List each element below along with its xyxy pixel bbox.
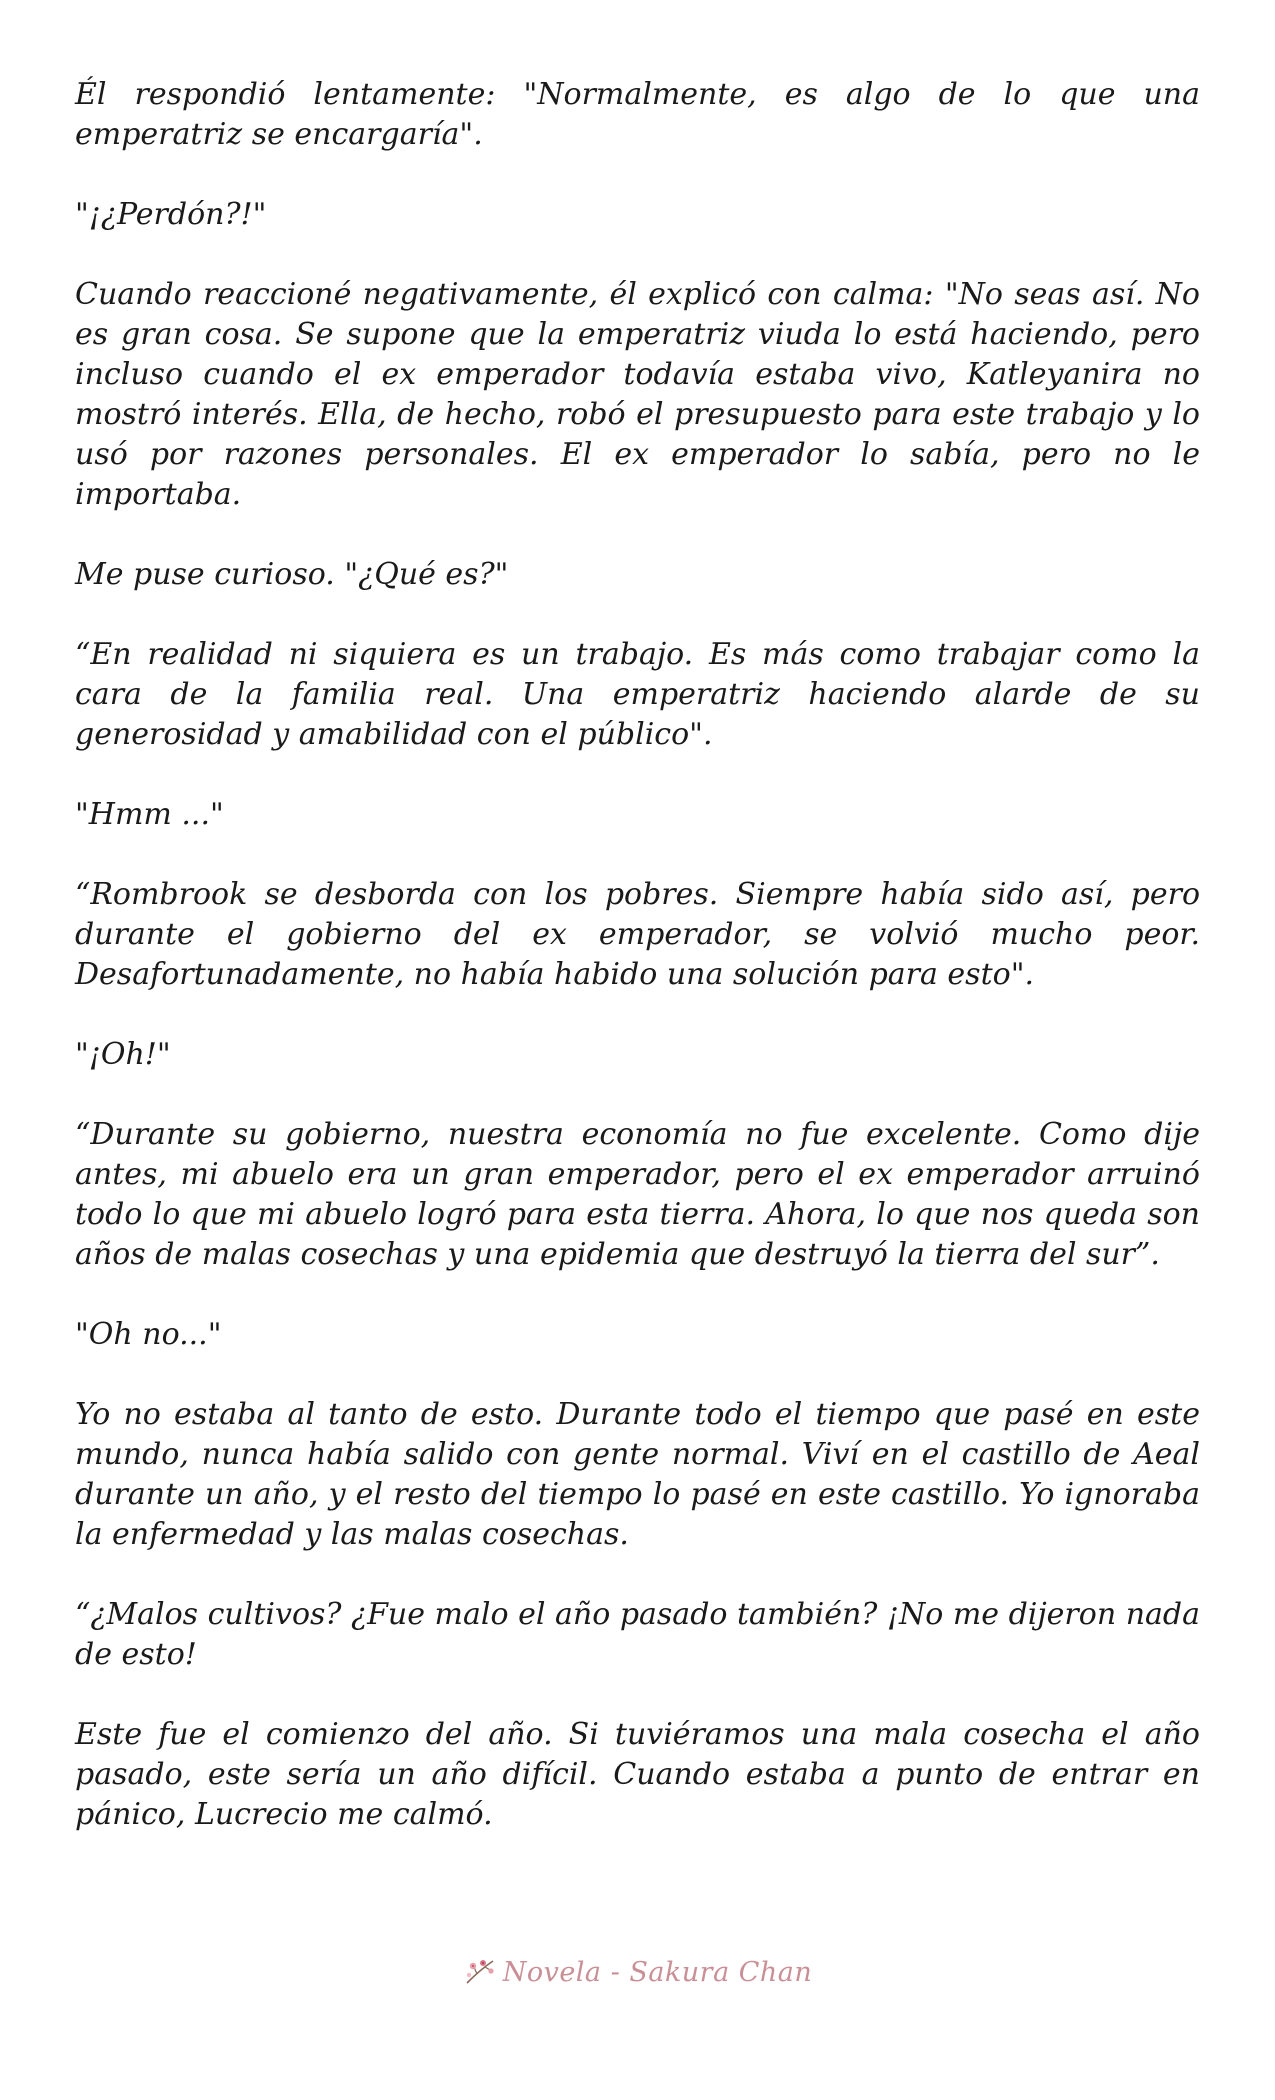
sakura-blossom-icon <box>463 1955 497 1989</box>
paragraph: "¡¿Perdón?!" <box>75 197 267 232</box>
paragraph: “En realidad ni siquiera es un trabajo. Es más como trabajar como la cara de la familia real. Una emperatriz haciendo alarde de su generosidad y amabilidad con el público". <box>75 637 1200 752</box>
paragraph: "¡Oh!" <box>75 1037 171 1072</box>
paragraph: "Oh no..." <box>75 1317 222 1352</box>
paragraph: "Hmm ..." <box>75 797 224 832</box>
footer-text: Novela - Sakura Chan <box>502 1956 813 1988</box>
paragraph: Yo no estaba al tanto de esto. Durante todo el tiempo que pasé en este mundo, nunca había salido con gente normal. Viví en el castillo de Aeal durante un año, y el resto del tiempo lo pasé en este castillo. Yo ignoraba la enfermedad y las malas cosechas. <box>75 1397 1200 1552</box>
paragraph: “Durante su gobierno, nuestra economía no fue excelente. Como dije antes, mi abuelo era un gran emperador, pero el ex emperador arruinó todo lo que mi abuelo logró para esta tierra. Ahora, lo que nos queda son años de malas cosechas y una epidemia que destruyó la tierra del sur”. <box>75 1117 1200 1272</box>
paragraph: “¿Malos cultivos? ¿Fue malo el año pasado también? ¡No me dijeron nada de esto! <box>75 1597 1200 1672</box>
footer-watermark <box>0 1955 1275 1989</box>
paragraph: Este fue el comienzo del año. Si tuviéramos una mala cosecha el año pasado, este sería un año difícil. Cuando estaba a punto de entrar en pánico, Lucrecio me calmó. <box>75 1717 1200 1832</box>
paragraph: Él respondió lentamente: "Normalmente, es algo de lo que una emperatriz se encargaría". <box>75 77 1200 152</box>
paragraph: Cuando reaccioné negativamente, él explicó con calma: "No seas así. No es gran cosa. Se supone que la emperatriz viuda lo está haciendo, pero incluso cuando el ex emperador todavía estaba vivo, Katleyanira no mostró interés. Ella, de hecho, robó el presupuesto para este trabajo y lo usó por razones personales. El ex emperador lo sabía, pero no le importaba. <box>75 277 1200 512</box>
paragraph: “Rombrook se desborda con los pobres. Siempre había sido así, pero durante el gobierno del ex emperador, se volvió mucho peor. Desafortunadamente, no había habido una solución para esto". <box>75 877 1200 992</box>
paragraph: Me puse curioso. "¿Qué es?" <box>75 557 509 592</box>
document-body <box>75 75 1200 1875</box>
